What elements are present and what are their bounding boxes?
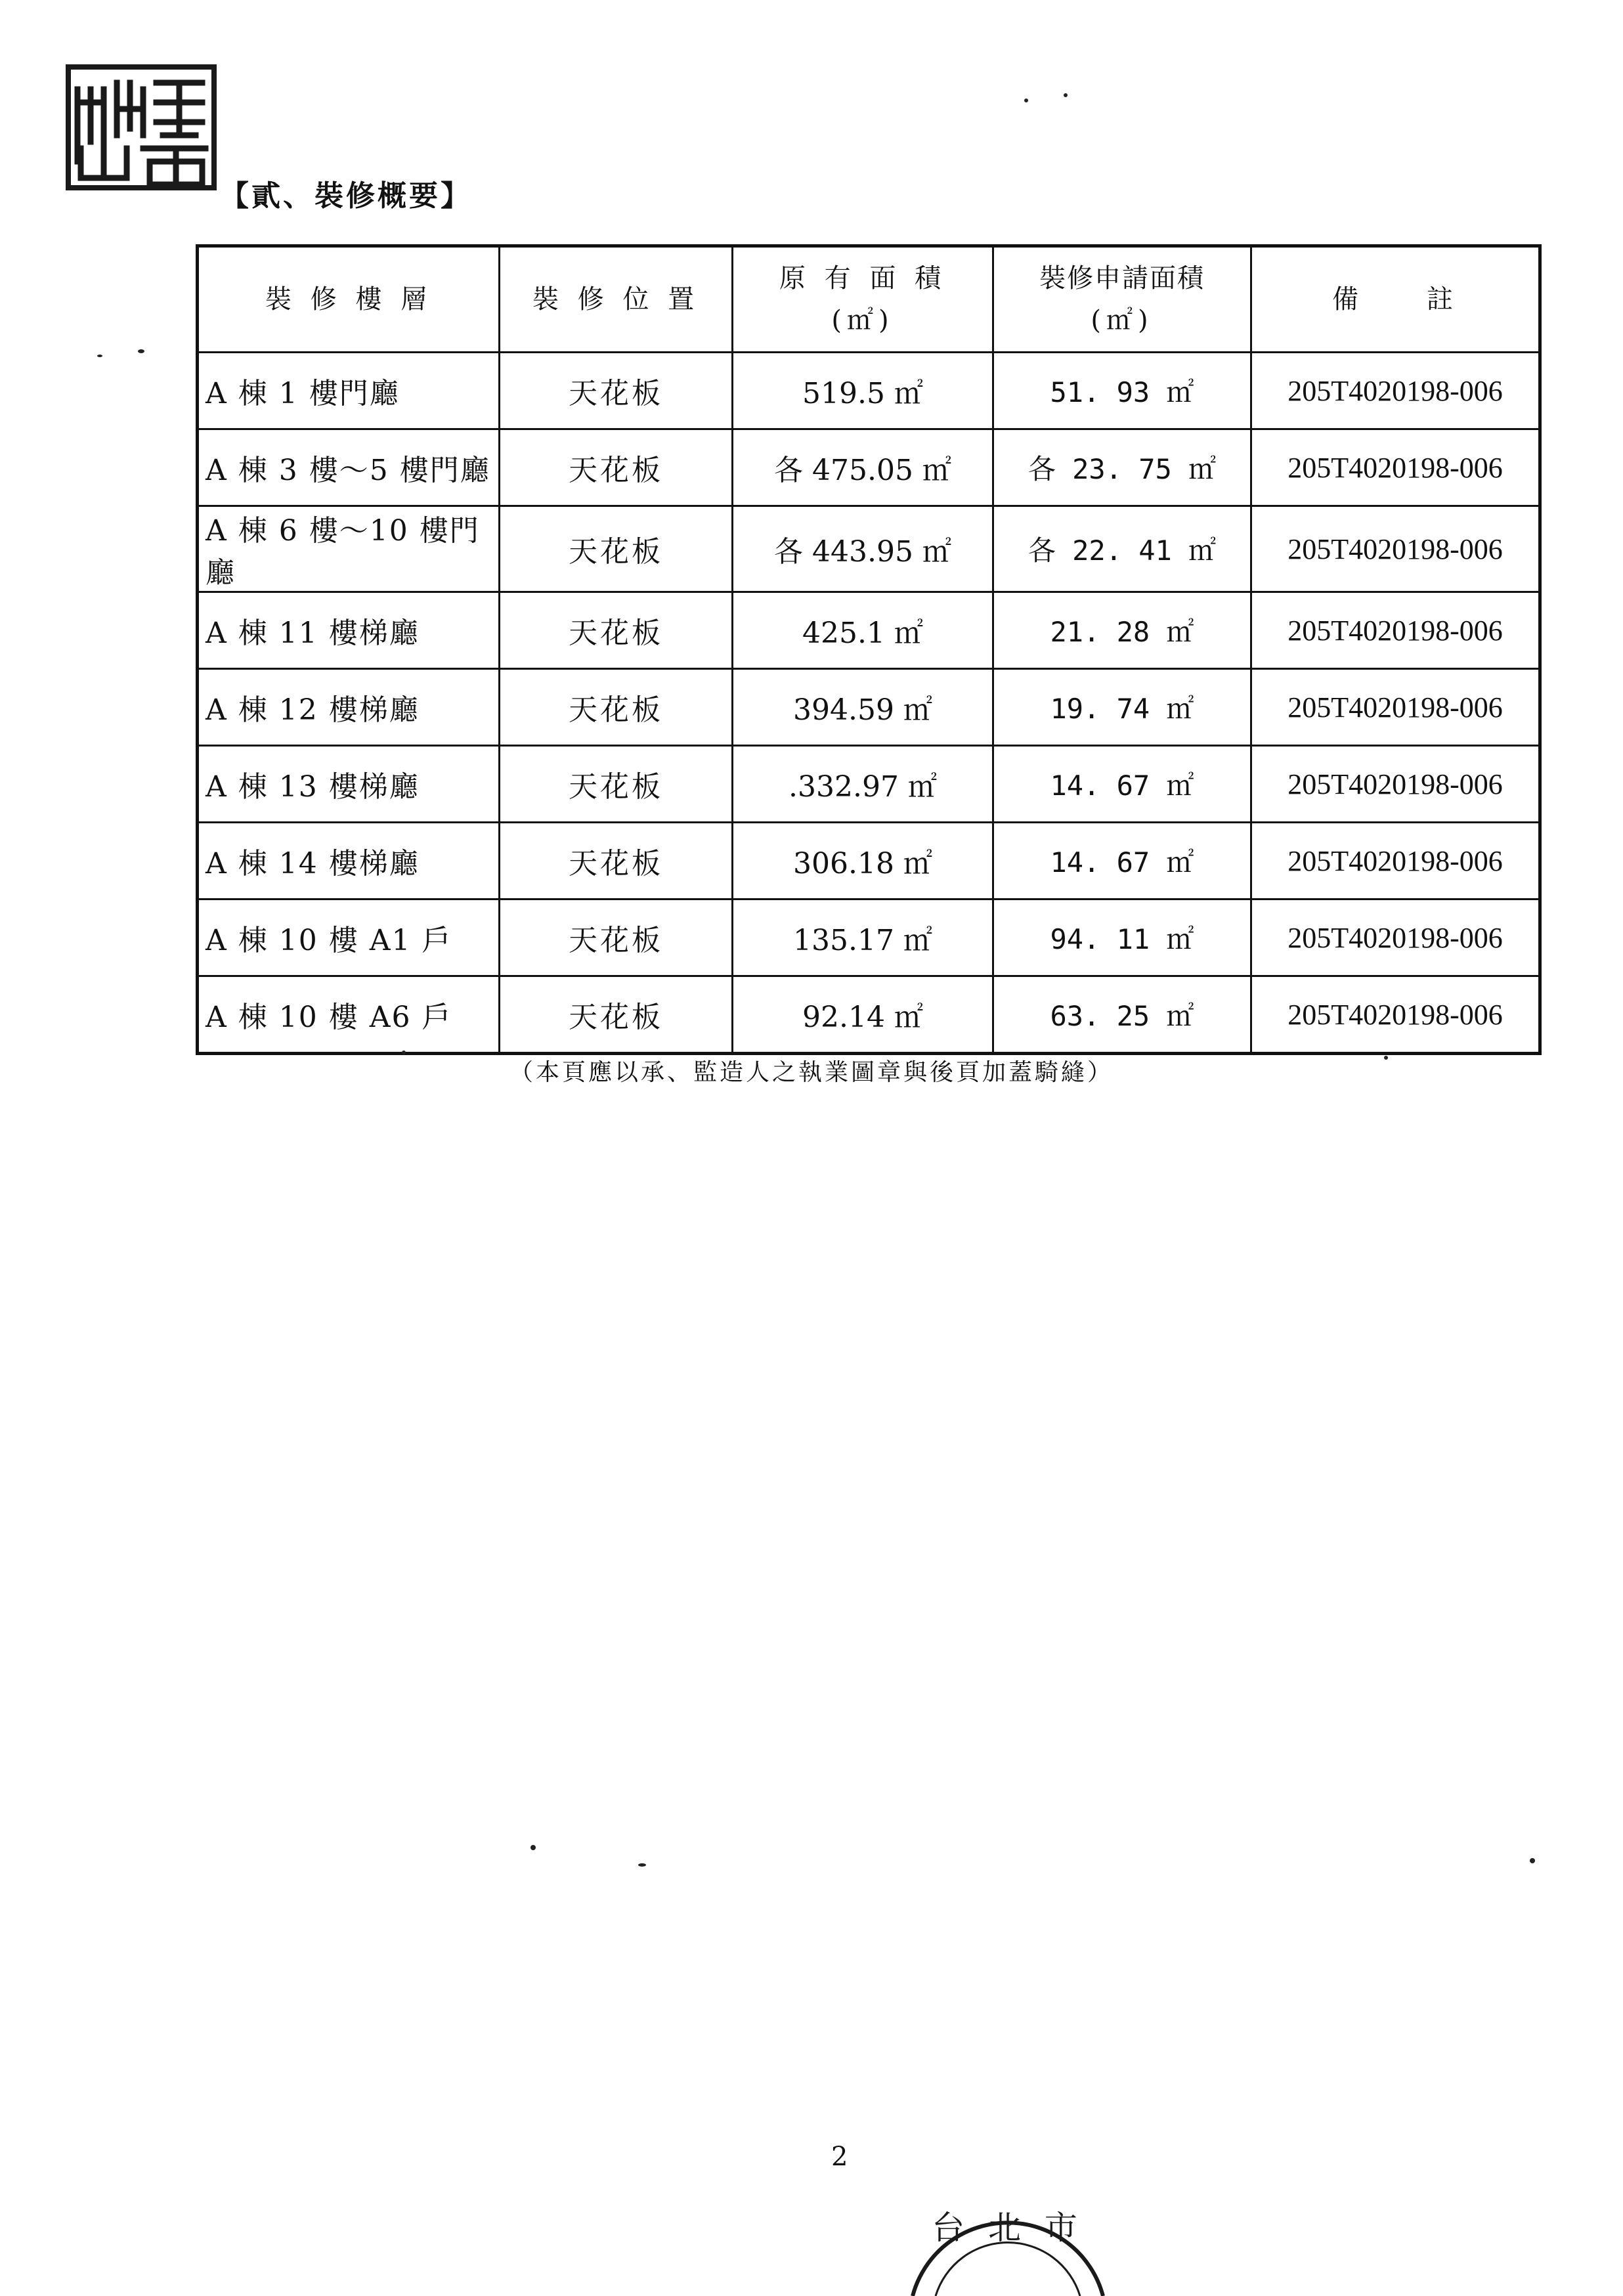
cell-applied-area: 19. 74 ㎡ [993,669,1251,746]
cell-remark: 205T4020198-006 [1251,823,1540,899]
cell-location: 天花板 [500,429,733,506]
table-row [198,899,1540,976]
cell-floor: A 棟 3 樓～5 樓門廳 [198,429,500,506]
cell-floor: A 棟 14 樓梯廳 [198,823,500,899]
table-row [198,746,1540,823]
cell-applied-area: 94. 11 ㎡ [993,899,1251,976]
cell-original-area: 各 443.95 ㎡ [733,506,993,592]
cell-original-area: 135.17 ㎡ [733,899,993,976]
cell-applied-area: 14. 67 ㎡ [993,823,1251,899]
cell-applied-area: 各 23. 75 ㎡ [993,429,1251,506]
table-header-row [198,246,1540,353]
cell-applied-area: 各 22. 41 ㎡ [993,506,1251,592]
table-row [198,353,1540,429]
table-row [198,823,1540,899]
cell-location: 天花板 [500,899,733,976]
cell-floor: A 棟 6 樓～10 樓門廳 [198,506,500,592]
cell-original-area: 306.18 ㎡ [733,823,993,899]
cell-applied-area: 21. 28 ㎡ [993,592,1251,669]
cell-floor: A 棟 1 樓門廳 [198,353,500,429]
cell-applied-area: 63. 25 ㎡ [993,976,1251,1054]
scan-speck [1384,1056,1388,1060]
scan-speck [402,1051,406,1054]
renovation-summary-table [196,244,1542,1055]
cell-location: 天花板 [500,746,733,823]
table-row [198,669,1540,746]
cell-remark: 205T4020198-006 [1251,506,1540,592]
table-row [198,506,1540,592]
cell-floor: A 棟 10 樓 A1 戶 [198,899,500,976]
cell-location: 天花板 [500,823,733,899]
square-seal-stamp-icon [64,63,219,192]
cell-applied-area: 51. 93 ㎡ [993,353,1251,429]
scan-speck [138,349,144,353]
cell-original-area: 92.14 ㎡ [733,976,993,1054]
header-original-area [733,246,993,353]
round-seal-stamp-icon [899,2167,1116,2296]
cell-remark: 205T4020198-006 [1251,429,1540,506]
scan-speck [530,1845,536,1850]
cell-floor: A 棟 11 樓梯廳 [198,592,500,669]
cell-location: 天花板 [500,506,733,592]
section-title: 【貳、裝修概要】 [220,179,472,213]
cell-remark: 205T4020198-006 [1251,669,1540,746]
round-seal-text: 台 北 市 [932,2209,1084,2247]
cell-location: 天花板 [500,592,733,669]
scan-speck [638,1863,646,1867]
header-remark-label: 備 註 [1332,284,1458,314]
header-original-area-label: 原 有 面 積 [779,263,947,293]
table-row [198,429,1540,506]
cell-floor: A 棟 12 樓梯廳 [198,669,500,746]
footnote: （本頁應以承、監造人之執業圖章與後頁加蓋騎縫） [509,1059,1114,1086]
header-floor [198,246,500,353]
header-applied-area-unit: (㎡) [1091,305,1154,336]
cell-remark: 205T4020198-006 [1251,899,1540,976]
header-applied-area-label: 裝修申請面積 [1039,263,1205,293]
header-location-label: 裝 修 位 置 [532,284,700,314]
cell-original-area: 519.5 ㎡ [733,353,993,429]
scan-speck [97,355,102,357]
header-floor-label: 裝 修 樓 層 [265,284,433,314]
cell-location: 天花板 [500,669,733,746]
table-row [198,976,1540,1054]
cell-location: 天花板 [500,976,733,1054]
cell-original-area: 各 475.05 ㎡ [733,429,993,506]
header-location [500,246,733,353]
cell-original-area: 425.1 ㎡ [733,592,993,669]
cell-floor: A 棟 10 樓 A6 戶 [198,976,500,1054]
table-row [198,592,1540,669]
header-applied-area [993,246,1251,353]
cell-remark: 205T4020198-006 [1251,353,1540,429]
header-remark [1251,246,1540,353]
cell-applied-area: 14. 67 ㎡ [993,746,1251,823]
scan-speck [1530,1858,1535,1863]
header-original-area-unit: (㎡) [831,305,894,336]
cell-original-area: 394.59 ㎡ [733,669,993,746]
cell-remark: 205T4020198-006 [1251,746,1540,823]
cell-original-area: .332.97 ㎡ [733,746,993,823]
cell-remark: 205T4020198-006 [1251,592,1540,669]
cell-remark: 205T4020198-006 [1251,976,1540,1054]
cell-location: 天花板 [500,353,733,429]
page-number: 2 [831,2142,848,2172]
cell-floor: A 棟 13 樓梯廳 [198,746,500,823]
scan-speck [1064,93,1068,97]
scan-speck [1024,98,1028,102]
